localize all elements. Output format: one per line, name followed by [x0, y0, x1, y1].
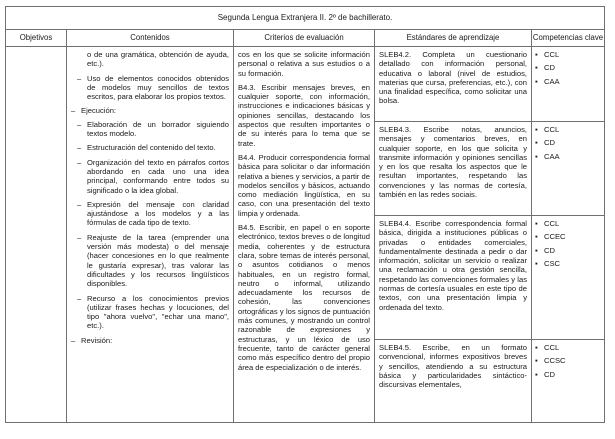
contenidos-group-revision: – Revisión: — [71, 336, 229, 345]
header-objetivos: Objetivos — [6, 30, 67, 47]
competencias-cell — [532, 47, 605, 423]
criterio-paragraph: B4.5. Escribir, en papel o en soporte electrónico, textos breves o de longitud media, coherentes y de estructura clara, sobre temas de interés personal, o asuntos cotidianos o menos habituales, en un registro formal, neutro o informal, utilizando adecuadamente los recursos de cohesión, las convenciones ortográficas y los signos de puntuación más comunes, y mostrando un control razonable de expresiones y estructuras, y un léxico de uso frecuente, tanto de carácter general como más específico dentro del propio área de especialización o de interés. — [238, 223, 370, 372]
criterio-paragraph: cos en los que se solicite información personal o relativa a sus estudios o a su formación. — [238, 50, 370, 78]
bullet-icon: ▪ — [535, 138, 538, 148]
estandares-cell — [375, 47, 532, 423]
bullet-icon: ▪ — [535, 369, 538, 379]
curriculum-table — [5, 6, 605, 423]
competencias-block — [532, 340, 604, 383]
competencia-code: CCEC — [544, 232, 566, 242]
competencia-code: CSC — [544, 258, 561, 268]
bullet-icon: ▪ — [535, 343, 538, 352]
bullet-icon: ▪ — [535, 50, 538, 59]
bullet-icon: ▪ — [535, 356, 538, 366]
competencia-code: CD — [544, 245, 555, 255]
competencia-code: CD — [544, 138, 555, 148]
estandar-block: SLEB4.3. Escribe notas, anuncios, mensajes y comentarios breves, en cualquier soporte, en los que solicita y transmite información y opiniones sencillas y en los que resalta los aspectos que le resultan importantes, respetando las convenciones y las normas de cortesía, también en las redes sociais. — [375, 122, 531, 216]
contenidos-item: – Uso de elementos conocidos obtenidos de modelos muy sencillos de textos escritos, para elaborar los propios textos. — [71, 74, 229, 102]
bullet-icon: ▪ — [535, 232, 538, 242]
bullet-icon: ▪ — [535, 125, 538, 134]
competencia-code: CCL — [544, 219, 560, 228]
competencia-code: CD — [544, 369, 555, 379]
competencia-code: CD — [544, 63, 555, 73]
header-competencias: Competencias clave — [532, 30, 605, 47]
competencias-block — [532, 122, 604, 216]
criterio-paragraph: B4.4. Producir correspondencia formal básica para solicitar o dar información relativa a bienes y servicios, a partir de modelos sencillos y básicos, actuando como mediación lingüística, en su caso, con una presentación del texto limpia y ordenada. — [238, 152, 370, 218]
bullet-icon: ▪ — [535, 63, 538, 73]
criterio-paragraph: B4.3. Escribir mensajes breves, en cualquier soporte, con información, instrucciones e indicaciones básicas y opiniones sencillas, destacando los aspectos que resulten importantes o de su interés para lo tema que se trate. — [238, 82, 370, 148]
bullet-icon: ▪ — [535, 245, 538, 255]
header-estandares: Estándares de aprendizaje — [375, 30, 532, 47]
header-criterios: Criterios de evaluación — [234, 30, 375, 47]
competencia-code: CCSC — [544, 356, 566, 366]
bullet-icon: ▪ — [535, 219, 538, 228]
contenidos-cell — [67, 47, 234, 423]
estandar-block: SLEB4.5. Escribe, en un formato convencional, informes expositivos breves y sencillos, atendiendo a su estructura básica y particularidades sintáctico-discursivas elementales, — [379, 343, 527, 390]
estandar-block: SLEB4.4. Escribe correspondencia formal básica, dirigida a instituciones públicas o privadas o entidades comerciales, fundamentalmente destinada a pedir o dar información, solicitar un servicio o realizar una reclamación u otra gestión sencilla, respetando las convenciones formales y las normas de cortesía usuales en este tipo de textos, con una presentación limpia y ordenada del texto. — [375, 216, 531, 340]
competencia-code: CCL — [544, 50, 560, 59]
competencia-code: CAA — [544, 151, 560, 161]
competencia-code: CAA — [544, 76, 560, 86]
competencia-code: CCL — [544, 125, 560, 134]
contenidos-item: – Organización del texto en párrafos cortos abordando en cada uno una idea principal, conformando entre todos su significado o la idea global. — [71, 158, 229, 195]
competencia-code: CCL — [544, 343, 560, 352]
bullet-icon: ▪ — [535, 151, 538, 161]
header-contenidos: Contenidos — [67, 30, 234, 47]
contenidos-item: – Recurso a los conocimientos previos (utilizar frases hechas y locuciones, del tipo "ahora vuelvo", "echar una mano", etc.). — [71, 294, 229, 331]
contenidos-item: – Elaboración de un borrador siguiendo textos modelo. — [71, 120, 229, 139]
contenidos-group-ejecucion: – Ejecución: — [71, 106, 229, 115]
contenidos-continuation: o de una gramática, obtención de ayuda, etc.). — [87, 50, 229, 69]
estandar-block: SLEB4.2. Completa un cuestionario detallado con información personal, educativa o laboral (nivel de estudios, materias que cursa, preferencias, etc.), con una finalidad específica, como solicitar una bolsa. — [375, 47, 531, 122]
objetivos-cell — [6, 47, 67, 423]
contenidos-item: – Expresión del mensaje con claridad ajustándose a los modelos y a las fórmulas de cada tipo de texto. — [71, 200, 229, 228]
competencias-block — [532, 216, 604, 340]
table-title: Segunda Lengua Extranjera II. 2º de bachillerato. — [6, 7, 605, 30]
competencias-block — [532, 47, 604, 122]
criterios-cell — [234, 47, 375, 423]
contenidos-item: – Reajuste de la tarea (emprender una versión más modesta) o del mensaje (hacer concesiones en lo que realmente le gustaría expresar), tras valorar las dificultades y los recursos lingüísticos disponibles. — [71, 233, 229, 289]
contenidos-item: – Estructuración del contenido del texto. — [71, 143, 229, 152]
bullet-icon: ▪ — [535, 258, 538, 268]
bullet-icon: ▪ — [535, 76, 538, 86]
